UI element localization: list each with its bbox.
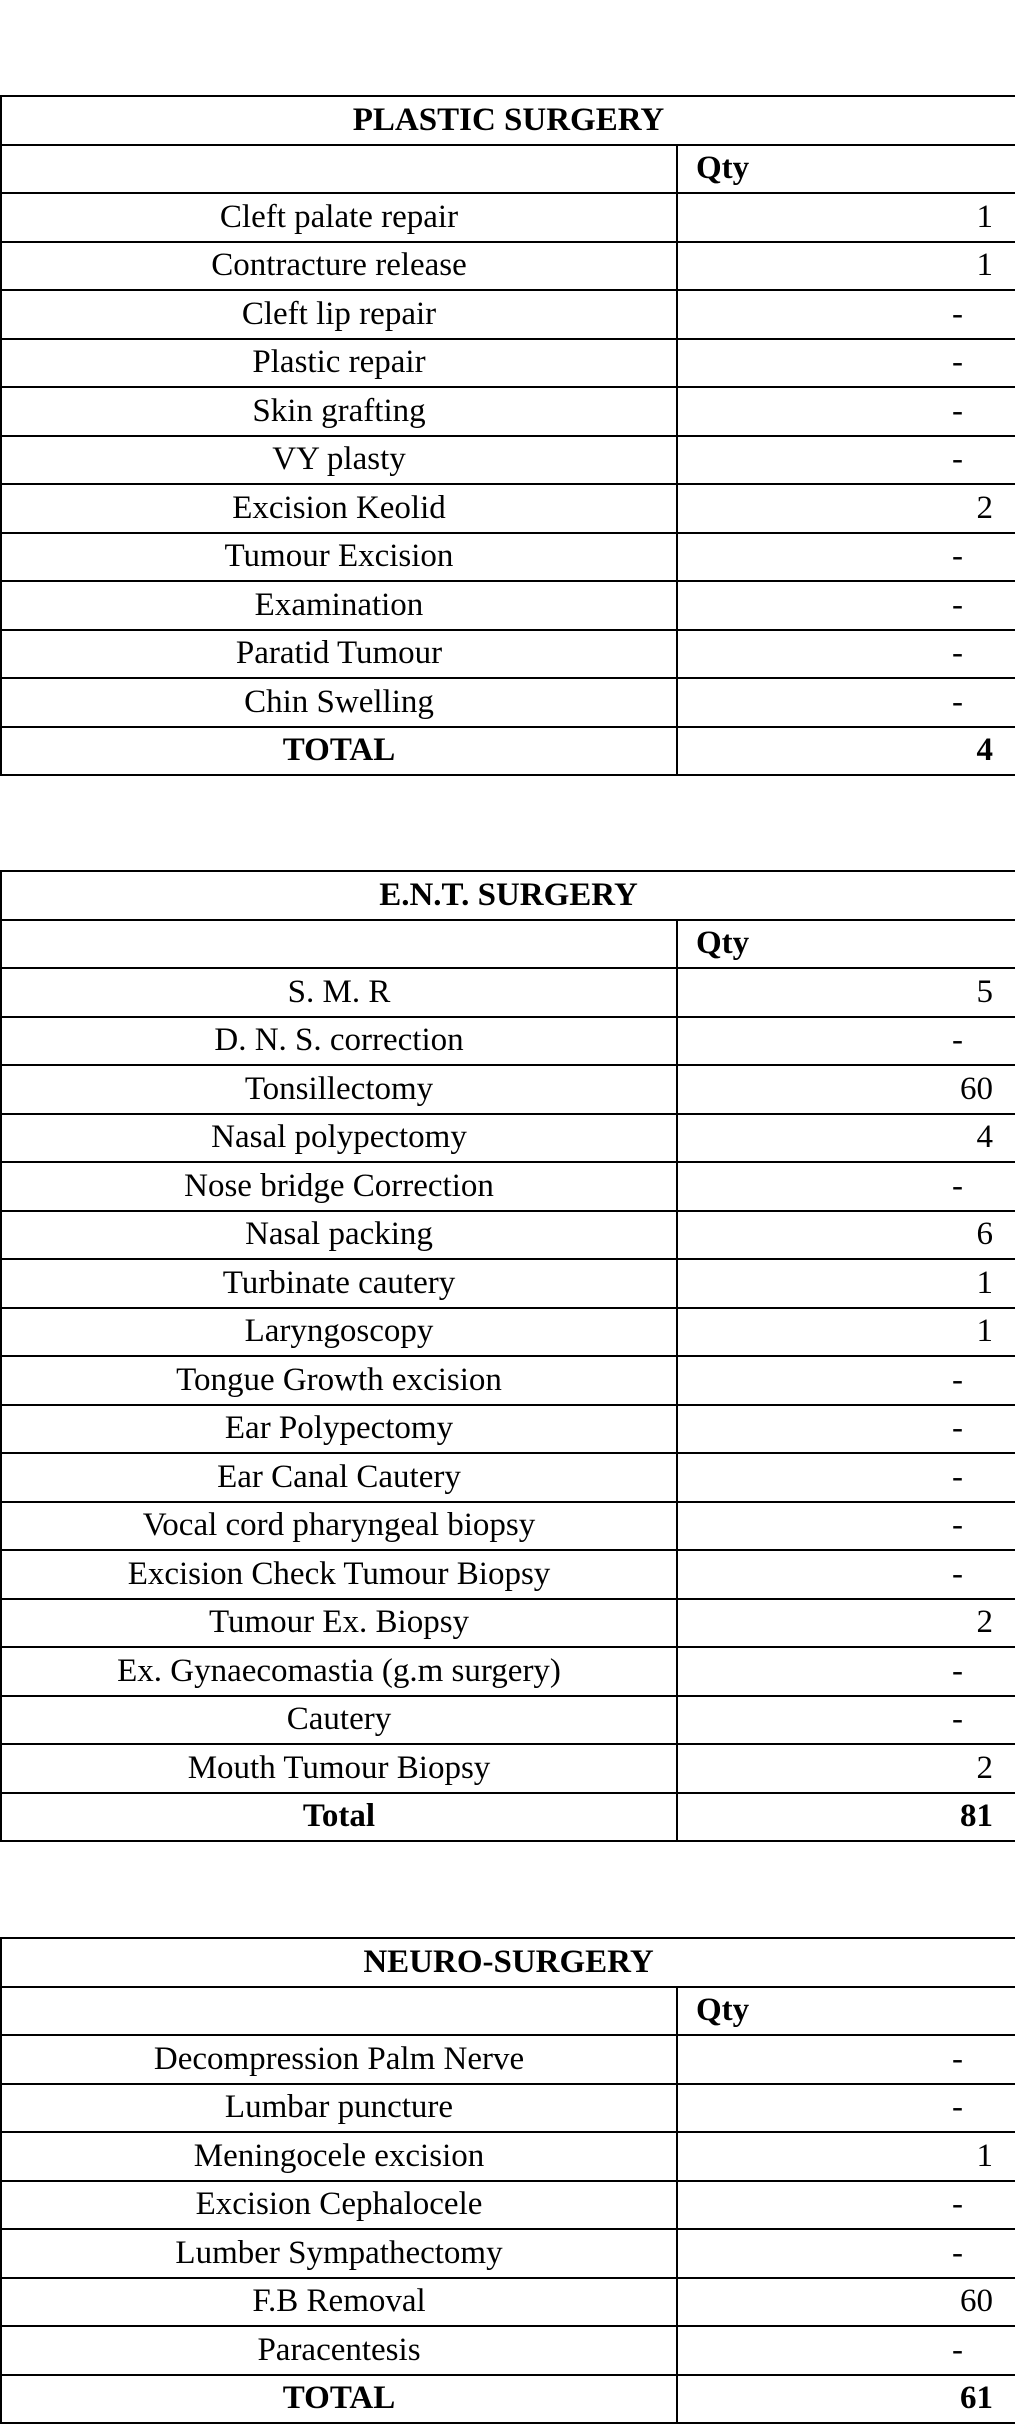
table-row (1, 1405, 1015, 1454)
procedure-name: S. M. R (1, 968, 677, 1017)
table-row (1, 1065, 1015, 1114)
table-row (1, 581, 1015, 630)
procedure-qty: - (677, 2326, 1015, 2375)
procedure-qty: 6 (677, 1211, 1015, 1260)
procedure-qty: 4 (677, 1114, 1015, 1163)
procedure-name: Laryngoscopy (1, 1308, 677, 1357)
procedure-qty: - (677, 533, 1015, 582)
table-header-row (1, 1987, 1015, 2036)
procedure-name: Vocal cord pharyngeal biopsy (1, 1502, 677, 1551)
procedure-qty: - (677, 1647, 1015, 1696)
table-row (1, 2084, 1015, 2133)
table-row (1, 484, 1015, 533)
table-row (1, 2326, 1015, 2375)
procedure-name: Examination (1, 581, 677, 630)
procedure-name: Lumber Sympathectomy (1, 2229, 677, 2278)
table-row (1, 290, 1015, 339)
table-row (1, 2132, 1015, 2181)
table-row (1, 533, 1015, 582)
procedure-qty: - (677, 2229, 1015, 2278)
procedure-qty: - (677, 1405, 1015, 1454)
total-label: TOTAL (1, 2375, 677, 2424)
procedure-qty: - (677, 630, 1015, 679)
procedure-qty: 1 (677, 1308, 1015, 1357)
procedure-name: Chin Swelling (1, 678, 677, 727)
procedure-qty: - (677, 1162, 1015, 1211)
table-row (1, 1162, 1015, 1211)
table-row (1, 1502, 1015, 1551)
procedure-qty: - (677, 290, 1015, 339)
table-row (1, 1599, 1015, 1648)
procedure-name: Decompression Palm Nerve (1, 2035, 677, 2084)
procedure-name: Lumbar puncture (1, 2084, 677, 2133)
table-row (1, 387, 1015, 436)
procedure-qty: 2 (677, 1599, 1015, 1648)
empty-header-cell (1, 920, 677, 969)
procedure-name: Excision Keolid (1, 484, 677, 533)
procedure-name: Meningocele excision (1, 2132, 677, 2181)
procedure-qty: 1 (677, 242, 1015, 291)
table-row (1, 2278, 1015, 2327)
procedure-qty: 60 (677, 1065, 1015, 1114)
procedure-qty: - (677, 339, 1015, 388)
ent-surgery-table (0, 870, 1015, 1842)
total-value: 61 (677, 2375, 1015, 2424)
table-row (1, 1114, 1015, 1163)
table-row (1, 242, 1015, 291)
table-row (1, 1744, 1015, 1793)
procedure-qty: 2 (677, 1744, 1015, 1793)
procedure-name: Mouth Tumour Biopsy (1, 1744, 677, 1793)
table-row (1, 630, 1015, 679)
procedure-name: Ear Canal Cautery (1, 1453, 677, 1502)
table-row (1, 678, 1015, 727)
table-title-row (1, 96, 1015, 145)
procedure-qty: 1 (677, 193, 1015, 242)
procedure-name: Paratid Tumour (1, 630, 677, 679)
procedure-qty: - (677, 1696, 1015, 1745)
table-row (1, 1356, 1015, 1405)
table-row (1, 2181, 1015, 2230)
procedure-name: Tumour Excision (1, 533, 677, 582)
procedure-qty: - (677, 1550, 1015, 1599)
table-row (1, 339, 1015, 388)
procedure-name: Cleft palate repair (1, 193, 677, 242)
procedure-name: Plastic repair (1, 339, 677, 388)
table-title-row (1, 1938, 1015, 1987)
procedure-name: Nose bridge Correction (1, 1162, 677, 1211)
table-row (1, 1550, 1015, 1599)
table-header-row (1, 145, 1015, 194)
table-title: NEURO-SURGERY (1, 1938, 1015, 1987)
procedure-name: Tumour Ex. Biopsy (1, 1599, 677, 1648)
table-row (1, 2229, 1015, 2278)
total-value: 4 (677, 727, 1015, 776)
procedure-qty: - (677, 1017, 1015, 1066)
procedure-name: Excision Cephalocele (1, 2181, 677, 2230)
neuro-surgery-table (0, 1937, 1015, 2424)
procedure-name: Nasal polypectomy (1, 1114, 677, 1163)
table-row (1, 1211, 1015, 1260)
procedure-qty: - (677, 1502, 1015, 1551)
procedure-name: Nasal packing (1, 1211, 677, 1260)
table-title: E.N.T. SURGERY (1, 871, 1015, 920)
table-row (1, 2035, 1015, 2084)
procedure-qty: - (677, 2084, 1015, 2133)
procedure-qty: 60 (677, 2278, 1015, 2327)
table-row (1, 1017, 1015, 1066)
procedure-qty: - (677, 2181, 1015, 2230)
procedure-qty: - (677, 387, 1015, 436)
procedure-name: Tonsillectomy (1, 1065, 677, 1114)
procedure-qty: - (677, 1356, 1015, 1405)
procedure-name: Skin grafting (1, 387, 677, 436)
total-row (1, 1793, 1015, 1842)
procedure-name: Ex. Gynaecomastia (g.m surgery) (1, 1647, 677, 1696)
procedure-qty: 1 (677, 2132, 1015, 2181)
procedure-qty: - (677, 436, 1015, 485)
table-row (1, 1453, 1015, 1502)
procedure-name: Tongue Growth excision (1, 1356, 677, 1405)
table-row (1, 968, 1015, 1017)
table-row (1, 1259, 1015, 1308)
total-value: 81 (677, 1793, 1015, 1842)
table-row (1, 436, 1015, 485)
plastic-surgery-table (0, 95, 1015, 776)
procedure-qty: 1 (677, 1259, 1015, 1308)
procedure-name: Turbinate cautery (1, 1259, 677, 1308)
total-label: TOTAL (1, 727, 677, 776)
qty-header: Qty (677, 1987, 1015, 2036)
table-row (1, 1647, 1015, 1696)
procedure-qty: - (677, 2035, 1015, 2084)
empty-header-cell (1, 145, 677, 194)
procedure-qty: - (677, 1453, 1015, 1502)
qty-header: Qty (677, 145, 1015, 194)
procedure-name: Cleft lip repair (1, 290, 677, 339)
procedure-name: F.B Removal (1, 2278, 677, 2327)
table-row (1, 1308, 1015, 1357)
table-title-row (1, 871, 1015, 920)
table-title: PLASTIC SURGERY (1, 96, 1015, 145)
procedure-qty: - (677, 678, 1015, 727)
empty-header-cell (1, 1987, 677, 2036)
table-row (1, 193, 1015, 242)
procedure-qty: - (677, 581, 1015, 630)
procedure-name: Paracentesis (1, 2326, 677, 2375)
procedure-name: Ear Polypectomy (1, 1405, 677, 1454)
table-row (1, 1696, 1015, 1745)
procedure-name: Excision Check Tumour Biopsy (1, 1550, 677, 1599)
procedure-qty: 5 (677, 968, 1015, 1017)
procedure-name: Contracture release (1, 242, 677, 291)
procedure-qty: 2 (677, 484, 1015, 533)
total-row (1, 2375, 1015, 2424)
total-row (1, 727, 1015, 776)
procedure-name: VY plasty (1, 436, 677, 485)
total-label: Total (1, 1793, 677, 1842)
table-header-row (1, 920, 1015, 969)
qty-header: Qty (677, 920, 1015, 969)
procedure-name: D. N. S. correction (1, 1017, 677, 1066)
procedure-name: Cautery (1, 1696, 677, 1745)
